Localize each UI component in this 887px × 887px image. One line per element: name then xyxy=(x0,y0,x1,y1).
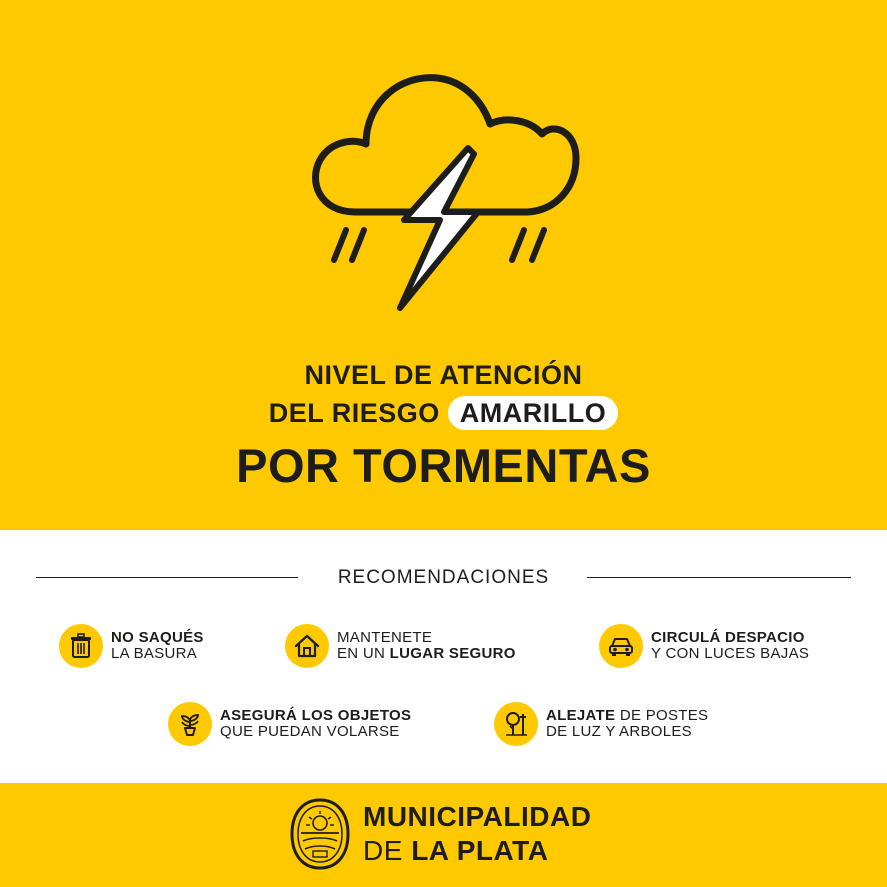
divider-right xyxy=(587,577,851,578)
tip-secure-objects-text xyxy=(220,708,411,740)
tip-drive-slow xyxy=(599,624,809,668)
tip-keep-away xyxy=(494,702,708,746)
tip-safe-place xyxy=(285,624,516,668)
municipal-seal-icon xyxy=(289,797,351,871)
tree-pole-icon xyxy=(494,702,538,746)
car-icon xyxy=(599,624,643,668)
municipality-line-2 xyxy=(363,834,591,868)
tip-safe-place-prefix: EN UN xyxy=(337,645,386,662)
tip-drive-slow-rest: Y CON LUCES BAJAS xyxy=(651,645,810,662)
tip-safe-place-text xyxy=(337,630,516,662)
tip-trash-text xyxy=(111,630,204,662)
alert-line-3: POR TORMENTAS xyxy=(236,439,651,492)
tip-keep-away-bold: ALEJATE xyxy=(546,707,616,724)
municipality-line-2-prefix: DE xyxy=(363,835,403,866)
tip-trash-rest: LA BASURA xyxy=(111,645,198,662)
trash-can-icon xyxy=(59,624,103,668)
tip-keep-away-rest: DE LUZ Y ARBOLES xyxy=(546,723,692,740)
tip-trash xyxy=(59,624,204,668)
municipality-name xyxy=(363,800,591,868)
tip-drive-slow-bold: CIRCULÁ DESPACIO xyxy=(651,629,805,646)
potted-plant-icon xyxy=(168,702,212,746)
alert-line-2-prefix: DEL RIESGO xyxy=(268,398,440,428)
tip-secure-objects-bold: ASEGURÁ LOS OBJETOS xyxy=(220,707,412,724)
tip-safe-place-line1: MANTENETE xyxy=(337,629,433,646)
recommendations-heading-row xyxy=(36,566,851,590)
municipality-line-2-bold: LA PLATA xyxy=(411,835,549,866)
recommendations-title: RECOMENDACIONES xyxy=(337,567,550,588)
storm-cloud-lightning-icon xyxy=(300,62,590,322)
alert-line-1: NIVEL DE ATENCIÓN xyxy=(304,360,583,390)
house-icon xyxy=(285,624,329,668)
alert-level-badge: AMARILLO xyxy=(448,396,618,430)
tip-secure-objects xyxy=(168,702,411,746)
alert-headline xyxy=(0,356,887,498)
municipality-line-1: MUNICIPALIDAD xyxy=(363,801,592,832)
tip-secure-objects-rest: QUE PUEDAN VOLARSE xyxy=(220,723,400,740)
tip-safe-place-bold: LUGAR SEGURO xyxy=(389,645,516,662)
tip-keep-away-text xyxy=(546,708,708,740)
tip-drive-slow-text xyxy=(651,630,809,662)
tip-keep-away-inline: DE POSTES xyxy=(619,707,709,724)
tip-trash-bold: NO SAQUÉS xyxy=(111,629,204,646)
alert-line-2 xyxy=(0,394,887,432)
